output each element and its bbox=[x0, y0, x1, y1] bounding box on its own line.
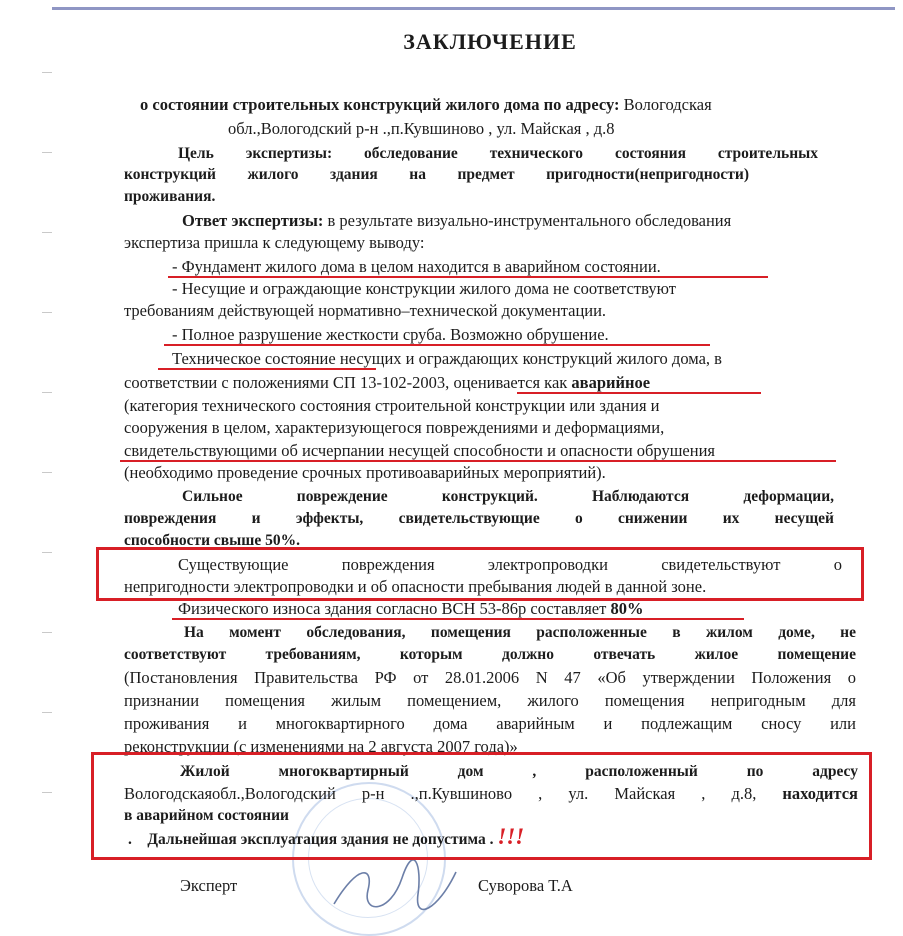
goal-line-1: Цель экспертизы: обследование технического состояния строительных bbox=[178, 145, 818, 162]
subject-address-1: Вологодская bbox=[623, 95, 712, 114]
answer-line-1 bbox=[182, 210, 832, 232]
final-line-1: Жилой многоквартирный дом , расположенный по адресу bbox=[180, 763, 858, 780]
damage-line-3: способности свыше 50%. bbox=[124, 532, 300, 549]
tech-state-rest: несущих и ограждающих конструкций жилого дома, в bbox=[339, 349, 722, 368]
wiring-line-2: непригодности электропроводки и об опасности пребывания людей в данной зоне. bbox=[124, 577, 707, 596]
finding-foundation: - Фундамент жилого дома в целом находится в аварийном состоянии. bbox=[172, 257, 661, 276]
underline-tech-state bbox=[158, 368, 376, 370]
tech-line-2 bbox=[124, 372, 834, 394]
tech-sp-reference: соответствии с положениями СП 13-102-2003, bbox=[124, 373, 450, 392]
final-verdict: Дальнейшая эксплуатация здания не допустима bbox=[147, 831, 486, 848]
final-line-3: в аварийном состоянии bbox=[124, 807, 289, 824]
finding-frame: - Полное разрушение жесткости сруба. Возможно обрушение. bbox=[172, 325, 609, 344]
subject-label: о состоянии строительных конструкций жилого дома по адресу: bbox=[140, 95, 620, 114]
margin-tick bbox=[42, 72, 52, 73]
final-dot: . bbox=[489, 831, 494, 848]
tech-verdict: аварийное bbox=[571, 373, 651, 392]
margin-tick bbox=[42, 392, 52, 393]
wear-value: 80% bbox=[610, 599, 644, 618]
final-line-2 bbox=[124, 783, 858, 805]
final-line-4 bbox=[128, 826, 838, 851]
expert-name: Суворова Т.А bbox=[478, 876, 573, 895]
margin-tick bbox=[42, 632, 52, 633]
final-address: Вологодскаяобл.,Вологодский р-н .,п.Кувшиново , ул. Майская , д.8, bbox=[124, 784, 757, 803]
moment-line-5: проживания и многоквартирного дома аварийным и подлежащим сносу или bbox=[124, 714, 856, 733]
final-located: находится bbox=[782, 784, 858, 803]
margin-tick bbox=[42, 712, 52, 713]
document-title: ЗАКЛЮЧЕНИЕ bbox=[403, 29, 577, 54]
goal-line-3: проживания. bbox=[124, 188, 216, 205]
moment-line-4: признании помещения жилым помещением, жилого помещения непригодным для bbox=[124, 691, 856, 710]
margin-tick bbox=[42, 552, 52, 553]
margin-tick bbox=[42, 312, 52, 313]
subject-line-1 bbox=[140, 94, 840, 116]
expert-label: Эксперт bbox=[180, 876, 238, 895]
answer-label: Ответ экспертизы: bbox=[182, 211, 324, 230]
tech-line-6: (необходимо проведение срочных противоаварийных мероприятий). bbox=[124, 463, 606, 482]
wiring-line-1: Существующие повреждения электропроводки свидетельствуют о bbox=[178, 555, 842, 574]
subject-line-2: обл.,Вологодский р-н .,п.Кувшиново , ул. Майская , д.8 bbox=[228, 119, 615, 138]
margin-tick bbox=[42, 472, 52, 473]
answer-line-2: экспертиза пришла к следующему выводу: bbox=[124, 233, 425, 252]
underline-verdict bbox=[517, 392, 761, 394]
top-rule bbox=[52, 7, 895, 10]
underline-frame bbox=[164, 344, 710, 346]
damage-line-1: Сильное повреждение конструкций. Наблюдаются деформации, bbox=[182, 488, 834, 505]
wear-text: Физического износа здания согласно ВСН 53-86р составляет bbox=[178, 599, 607, 618]
margin-tick bbox=[42, 152, 52, 153]
final-bullet: . bbox=[128, 831, 148, 848]
goal-line-2: конструкций жилого здания на предмет пригодности(непригодности) bbox=[124, 166, 749, 183]
tech-line-1 bbox=[172, 348, 832, 370]
expert-signature bbox=[330, 860, 460, 912]
underline-wear bbox=[172, 618, 744, 620]
moment-line-2: соответствуют требованиям, которым должно отвечать жилое помещение bbox=[124, 646, 856, 663]
damage-line-2: повреждения и эффекты, свидетельствующие о снижении их несущей bbox=[124, 510, 834, 527]
tech-line-4: сооружения в целом, характеризующегося повреждениями и деформациями, bbox=[124, 418, 665, 437]
finding-structures-1: - Несущие и ограждающие конструкции жилого дома не соответствуют bbox=[172, 279, 676, 298]
tech-line-5: свидетельствующими об исчерпании несущей способности и опасности обрушения bbox=[124, 441, 715, 460]
exclamation-marks: !!! bbox=[497, 824, 525, 849]
moment-line-6: реконструкции (с изменениями на 2 августа 2007 года)» bbox=[124, 737, 518, 756]
tech-line-3: (категория технического состояния строительной конструкции или здания и bbox=[124, 396, 660, 415]
answer-text: в результате визуально-инструментального обследования bbox=[327, 211, 732, 230]
finding-structures-2: требованиям действующей нормативно–технической документации. bbox=[124, 301, 607, 320]
margin-tick bbox=[42, 232, 52, 233]
moment-line-3: (Постановления Правительства РФ от 28.01.2006 N 47 «Об утверждении Положения о bbox=[124, 668, 856, 687]
tech-evaluation: оценивается как bbox=[453, 373, 568, 392]
margin-tick bbox=[42, 792, 52, 793]
moment-line-1: На момент обследования, помещения расположенные в жилом доме, не bbox=[184, 624, 856, 641]
tech-state-label: Техническое состояние bbox=[172, 349, 336, 368]
wear-line bbox=[178, 598, 888, 620]
